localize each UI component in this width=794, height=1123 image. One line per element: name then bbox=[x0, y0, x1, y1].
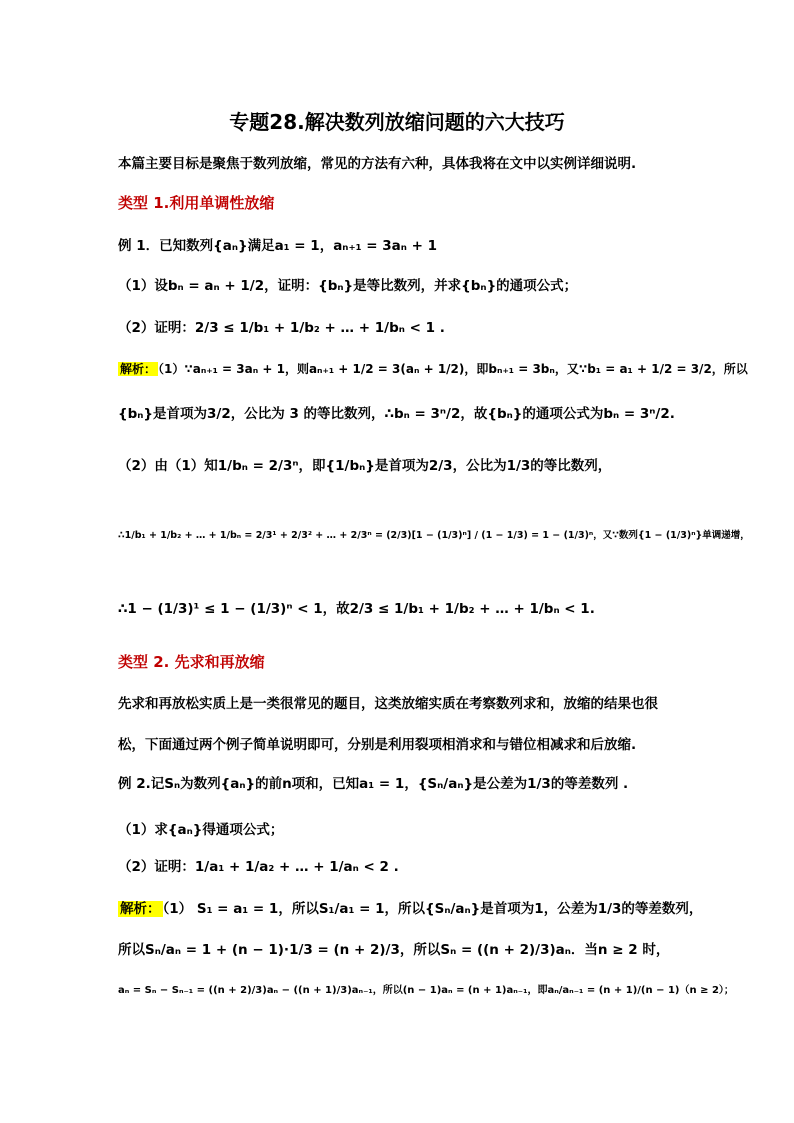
example-2-question-1: （1）求{aₙ}得通项公式； bbox=[118, 822, 284, 838]
example-1-solution-line-3: （2）由（1）知1/bₙ = 2/3ⁿ，即{1/bₙ}是首项为2/3，公比为1/3的等比数列， bbox=[118, 458, 612, 474]
example-2-solution-line-3: aₙ = Sₙ − Sₙ₋₁ = ((n + 2)/3)aₙ − ((n + 1)/3)aₙ₋₁，所以(n − 1)aₙ = (n + 1)aₙ₋₁，即aₙ/aₙ₋₁ = (n + 1)/(n − 1)（n ≥ 2）； bbox=[118, 985, 734, 996]
section-2-paragraph-line-1: 先求和再放松实质上是一类很常见的题目，这类放缩实质在考察数列求和，放缩的结果也很 bbox=[118, 696, 658, 712]
example-1-statement: 例 1．已知数列{aₙ}满足a₁ = 1，aₙ₊₁ = 3aₙ + 1 bbox=[118, 238, 437, 254]
intro-text: 本篇主要目标是聚焦于数列放缩，常见的方法有六种，具体我将在文中以实例详细说明. bbox=[118, 156, 637, 172]
example-1-solution-line-2: {bₙ}是首项为3/2，公比为 3 的等比数列，∴bₙ = 3ⁿ/2，故{bₙ}的通项公式为bₙ = 3ⁿ/2. bbox=[118, 406, 675, 422]
page-title: 专题28.解决数列放缩问题的六大技巧 bbox=[229, 110, 565, 134]
solution-text: （1）∵aₙ₊₁ = 3aₙ + 1，则aₙ₊₁ + 1/2 = 3(aₙ + 1/2)，即bₙ₊₁ = 3bₙ，又∵b₁ = a₁ + 1/2 = 3/2，所以 bbox=[158, 362, 748, 376]
section-2-heading: 类型 2. 先求和再放缩 bbox=[118, 653, 265, 671]
example-1-question-1: （1）设bₙ = aₙ + 1/2，证明：{bₙ}是等比数列，并求{bₙ}的通项公式； bbox=[118, 278, 578, 294]
example-2-question-2: （2）证明：1/a₁ + 1/a₂ + … + 1/aₙ < 2 . bbox=[118, 859, 399, 875]
example-1-solution-line-4: ∴1/b₁ + 1/b₂ + … + 1/bₙ = 2/3¹ + 2/3² + … + 2/3ⁿ = (2/3)[1 − (1/3)ⁿ] / (1 − 1/3) = 1 − (1/3)ⁿ，又∵数列{1 − (1/3)ⁿ}单调递增， bbox=[118, 530, 750, 541]
example-2-solution-line-2: 所以Sₙ/aₙ = 1 + (n − 1)·1/3 = (n + 2)/3，所以Sₙ = ((n + 2)/3)aₙ．当n ≥ 2 时， bbox=[118, 942, 670, 958]
solution-text: （1） S₁ = a₁ = 1，所以S₁/a₁ = 1，所以{Sₙ/aₙ}是首项为1，公差为1/3的等差数列， bbox=[162, 901, 703, 917]
section-2-paragraph-line-2: 松，下面通过两个例子简单说明即可，分别是利用裂项相消求和与错位相减求和后放缩. bbox=[118, 737, 637, 753]
example-2-statement: 例 2.记Sₙ为数列{aₙ}的前n项和，已知a₁ = 1，{Sₙ/aₙ}是公差为1/3的等差数列 . bbox=[118, 776, 629, 792]
section-1-heading: 类型 1.利用单调性放缩 bbox=[118, 194, 275, 212]
solution-label: 解析： bbox=[120, 901, 161, 917]
example-1-solution-line-5: ∴1 − (1/3)¹ ≤ 1 − (1/3)ⁿ < 1，故2/3 ≤ 1/b₁ + 1/b₂ + … + 1/bₙ < 1. bbox=[118, 601, 595, 617]
example-2-solution-line-1 bbox=[118, 897, 702, 917]
example-1-solution-line-1 bbox=[118, 360, 748, 377]
example-1-question-2: （2）证明：2/3 ≤ 1/b₁ + 1/b₂ + … + 1/bₙ < 1 . bbox=[118, 320, 445, 336]
solution-label: 解析： bbox=[120, 362, 157, 376]
